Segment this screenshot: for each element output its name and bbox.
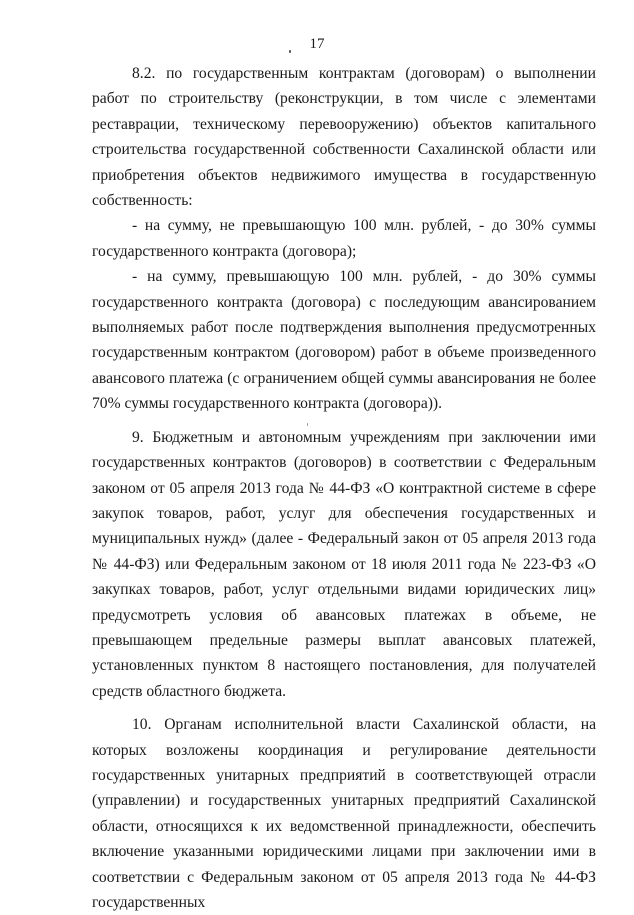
paragraph-8-2: 8.2. по государственным контрактам (договорам) о выполнении работ по строительству (реконструкции, в том числе с элементами реставрации, техническому перевооружению) объектов капитального строительства государственной собственности Сахалинской области или приобретения объектов недвижимого имущества в государственную собственность: [92,65,596,210]
paragraph-10: 10. Органам исполнительной власти Сахалинской области, на которых возложены координация и регулирование деятельности государственных унитарных предприятий в соответствующей отрасли (управлении) и государственных унитарных предприятий Сахалинской области, относящихся к их ведомственной принадлежности, обеспечить включение указанными юридическими лицами при заключении ими в соответствии с Федеральным законом от 05 апреля 2013 года № 44-ФЗ государственных [92,716,596,911]
scan-speck [289,50,291,53]
paragraph-8-2-item-b: - на сумму, превышающую 100 млн. рублей, - до 30% суммы государственного контракта (договора) с последующим авансированием выполняемых работ после подтверждения выполнения предусмотренных государственным контрактом (договором) работ в объеме произведенного авансового платежа (с ограничением общей суммы авансирования не более 70% суммы государственного контракта (договора)). [92,268,596,413]
paragraph-8-2-item-a: - на сумму, не превышающую 100 млн. рублей, - до 30% суммы государственного контракта (договора); [92,217,596,260]
page-number: 17 [309,36,325,52]
paragraph-9: 9. Бюджетным и автономным учреждениям при заключении ими государственных контрактов (договоров) в соответствии с Федеральным законом от 05 апреля 2013 года № 44-ФЗ «О контрактной системе в сфере закупок товаров, работ, услуг для обеспечения государственных и муниципальных нужд» (далее - Федеральный закон от 05 апреля 2013 года № 44-ФЗ) или Федеральным законом от 18 июля 2011 года № 223-ФЗ «О закупках товаров, работ, услуг отдельными видами юридических лиц» предусмотреть условия об авансовых платежах в объеме, не превышающем предельные размеры выплат авансовых платежей, установленных пунктом 8 настоящего постановления, для получателей средств областного бюджета. [92,428,596,700]
document-body [92,61,596,915]
